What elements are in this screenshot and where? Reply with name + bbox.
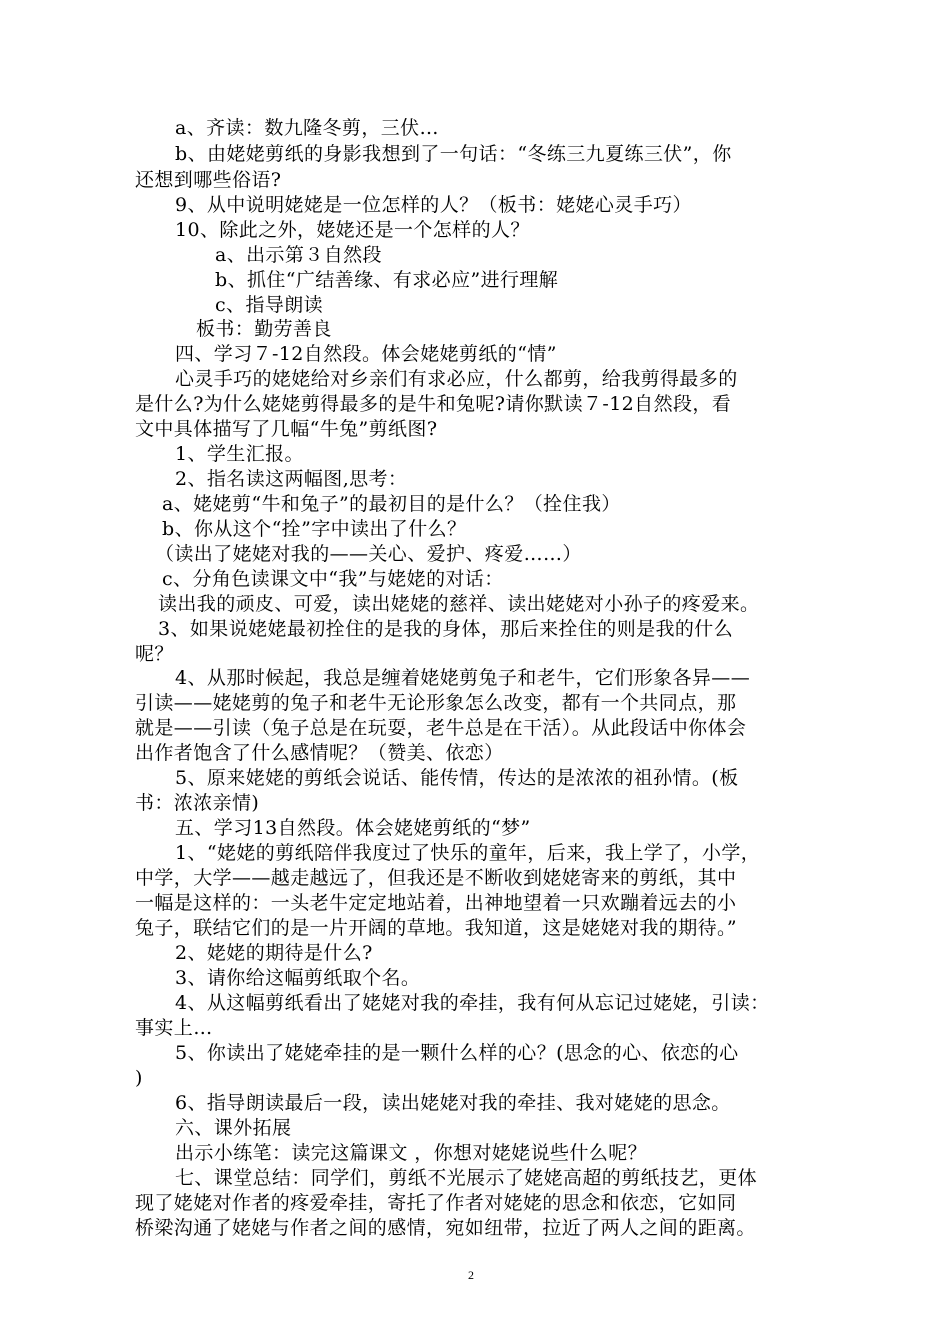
text-line: a、姥姥剪“牛和兔子”的最初目的是什么？（拴住我） [162, 493, 621, 515]
text-line: 文中具体描写了几幅“牛兔”剪纸图? [135, 418, 438, 440]
text-line: 1、“姥姥的剪纸陪伴我度过了快乐的童年，后来，我上学了，小学， [175, 842, 761, 864]
text-line: 1、学生汇报。 [175, 443, 304, 465]
text-line: 七、课堂总结：同学们，剪纸不光展示了姥姥高超的剪纸技艺，更体 [175, 1167, 758, 1189]
text-line: 一幅是这样的：一头老牛定定地站着，出神地望着一只欢蹦着远去的小 [135, 892, 737, 914]
text-line: 还想到哪些俗语? [135, 169, 282, 191]
text-line: 事实上… [135, 1017, 213, 1039]
text-line: 就是——引读（兔子总是在玩耍，老牛总是在干活）。从此段话中你体会 [135, 717, 747, 739]
text-line: 3、如果说姥姥最初拴住的是我的身体，那后来拴住的则是我的什么 [158, 618, 734, 640]
text-line: 读出我的顽皮、可爱，读出姥姥的慈祥、读出姥姥对小孙子的疼爱来。 [158, 593, 760, 615]
text-line: 书：浓浓亲情) [135, 792, 260, 814]
section-heading: 六、课外拓展 [175, 1117, 292, 1139]
text-line: 是什么?为什么姥姥剪得最多的是牛和兔呢?请你默读７-12自然段，看 [135, 393, 732, 415]
text-line: 10、除此之外，姥姥还是一个怎样的人？ [175, 219, 530, 241]
text-line: 引读——姥姥剪的兔子和老牛无论形象怎么改变，都有一个共同点，那 [135, 692, 737, 714]
text-line: 3、请你给这幅剪纸取个名。 [175, 967, 421, 989]
text-line: 板书：勤劳善良 [196, 318, 332, 340]
text-line: 9、从中说明姥姥是一位怎样的人？（板书：姥姥心灵手巧） [175, 194, 692, 216]
text-line: b、抓住“广结善缘、有求必应”进行理解 [215, 269, 559, 291]
text-line: 5、你读出了姥姥牵挂的是一颗什么样的心？(思念的心、依恋的心 [175, 1042, 739, 1064]
text-line: a、出示第３自然段 [215, 244, 382, 266]
text-line: b、你从这个“拴”字中读出了什么？ [162, 518, 467, 540]
text-line: ) [135, 1067, 143, 1089]
text-line: c、分角色读课文中“我”与姥姥的对话： [162, 568, 504, 590]
text-line: 桥梁沟通了姥姥与作者之间的感情，宛如纽带，拉近了两人之间的距离。 [135, 1217, 756, 1239]
text-line: 兔子，联结它们的是一片开阔的草地。我知道，这是姥姥对我的期待。” [135, 917, 738, 939]
text-line: 现了姥姥对作者的疼爱牵挂，寄托了作者对姥姥的思念和依恋，它如同 [135, 1192, 737, 1214]
text-line: 4、从这幅剪纸看出了姥姥对我的牵挂，我有何从忘记过姥姥，引读： [175, 992, 770, 1014]
text-line: 呢？ [135, 643, 174, 665]
text-line: 2、指名读这两幅图,思考： [175, 468, 408, 490]
text-line: 心灵手巧的姥姥给对乡亲们有求必应，什么都剪，给我剪得最多的 [175, 368, 738, 390]
text-line: a、齐读：数九隆冬剪，三伏… [175, 117, 439, 139]
section-heading: 四、学习７-12自然段。体会姥姥剪纸的“情” [175, 343, 557, 365]
text-line: 中学，大学——越走越远了，但我还是不断收到姥姥寄来的剪纸，其中 [135, 867, 737, 889]
text-line: b、由姥姥剪纸的身影我想到了一句话：“冬练三九夏练三伏”，你 [175, 143, 732, 165]
text-line: c、指导朗读 [215, 294, 324, 316]
text-line: 出示小练笔：读完这篇课文 ，你想对姥姥说些什么呢？ [175, 1142, 648, 1164]
text-line: 出作者饱含了什么感情呢？（赞美、依恋） [135, 742, 504, 764]
page-number: 2 [468, 1268, 474, 1282]
text-line: 4、从那时候起，我总是缠着姥姥剪兔子和老牛，它们形象各异—— [175, 667, 751, 689]
text-line: 5、原来姥姥的剪纸会说话、能传情，传达的是浓浓的祖孙情。(板 [175, 767, 739, 789]
text-line: （读出了姥姥对我的——关心、爱护、疼爱……） [155, 543, 582, 565]
text-line: 2、姥姥的期待是什么? [175, 942, 373, 964]
section-heading: 五、学习13自然段。体会姥姥剪纸的“梦” [175, 817, 531, 839]
text-line: 6、指导朗读最后一段，读出姥姥对我的牵挂、我对姥姥的思念。 [175, 1092, 731, 1114]
